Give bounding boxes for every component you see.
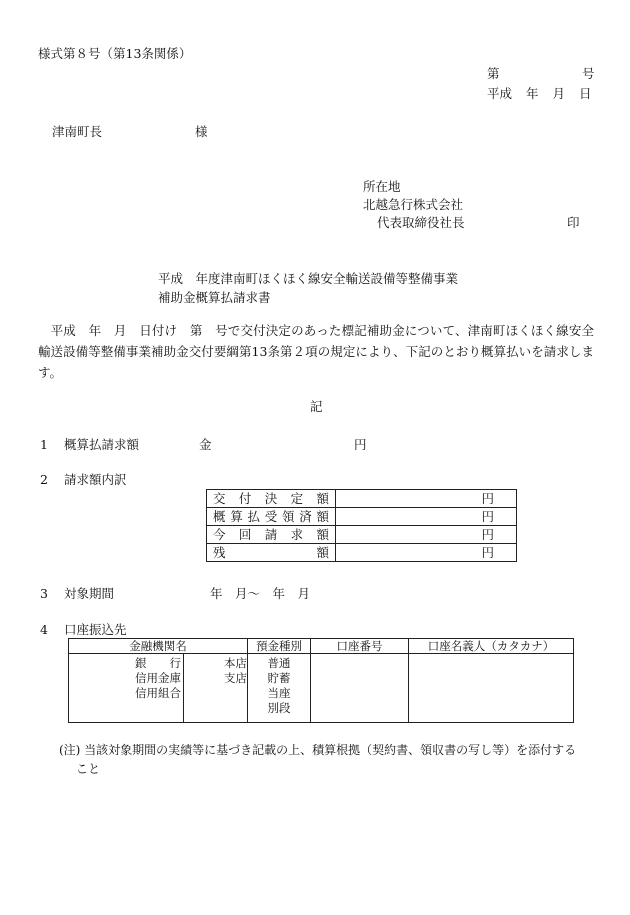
breakdown-amount-cell[interactable]: 円	[336, 490, 517, 508]
body-paragraph: 平成 年 月 日付け 第 号で交付決定のあった標記補助金について、津南町ほくほく線安全輸送設備等整備事業補助金交付要綱第13条第２項の規定により、下記のとおり概算払いを請求します。	[38, 323, 594, 380]
doc-number-prefix: 第	[487, 66, 500, 81]
sender-company: 北越急行株式会社	[363, 197, 464, 212]
item3-period: 年 月～ 年 月	[210, 586, 311, 601]
account-holder-cell[interactable]	[409, 654, 574, 723]
breakdown-amount-cell[interactable]: 円	[336, 508, 517, 526]
deposit-type-current: 当座	[267, 686, 291, 700]
item2-label: 請求額内訳	[64, 472, 127, 487]
item2-number: 2	[40, 472, 48, 487]
document-title-line2: 補助金概算払請求書	[158, 290, 271, 305]
item3-number: 3	[40, 586, 48, 601]
deposit-type-savings: 貯蓄	[267, 671, 291, 685]
bank-account-table	[68, 638, 574, 723]
header-account-number: 口座番号	[311, 639, 409, 654]
document-title-line1: 平成 年度津南町ほくほく線安全輸送設備等整備事業	[158, 271, 459, 286]
header-account-holder: 口座名義人（カタカナ）	[409, 639, 574, 654]
header-institution: 金融機関名	[69, 639, 248, 654]
item1-prefix: 金	[199, 437, 212, 452]
breakdown-label: 交付決定額	[207, 490, 336, 508]
item3-label: 対象期間	[64, 586, 115, 601]
date-line	[487, 86, 592, 102]
ki-heading: 記	[310, 399, 323, 414]
date-year: 年	[526, 86, 539, 101]
branch-cell[interactable]	[184, 654, 248, 723]
item1-number: 1	[40, 437, 48, 452]
addressee-honorific: 様	[195, 124, 208, 139]
date-era: 平成	[487, 86, 513, 101]
table-row	[207, 526, 517, 544]
item1-label: 概算払請求額	[64, 437, 140, 452]
sender-representative: 代表取締役社長	[377, 215, 465, 230]
breakdown-amount-cell[interactable]: 円	[336, 544, 517, 562]
note-line2: こと	[76, 762, 101, 776]
institution-type-bank: 銀 行	[135, 656, 181, 670]
sender-address-label: 所在地	[363, 179, 401, 194]
table-row	[69, 654, 574, 723]
table-row	[207, 544, 517, 562]
table-header-row	[69, 639, 574, 654]
breakdown-label: 残 額	[207, 544, 336, 562]
table-row	[207, 508, 517, 526]
seal-mark: 印	[567, 215, 580, 230]
account-number-cell[interactable]	[311, 654, 409, 723]
breakdown-table	[206, 489, 517, 562]
deposit-type-cell[interactable]	[248, 654, 311, 723]
institution-type-kumiai: 信用組合	[135, 686, 181, 700]
institution-type-shinkin: 信用金庫	[135, 671, 181, 685]
doc-number-suffix: 号	[582, 66, 595, 81]
date-month: 月	[552, 86, 566, 101]
item1-unit: 円	[354, 437, 367, 452]
deposit-type-ordinary: 普通	[267, 656, 291, 670]
branch-type-branch: 支店	[224, 671, 247, 685]
deposit-type-special: 別段	[267, 701, 291, 715]
table-row	[207, 490, 517, 508]
breakdown-amount-cell[interactable]: 円	[336, 526, 517, 544]
addressee-name: 津南町長	[52, 124, 103, 139]
item4-label: 口座振込先	[64, 622, 127, 637]
form-number: 様式第８号（第13条関係）	[38, 46, 192, 61]
note-line1: (注) 当該対象期間の実績等に基づき記載の上、積算根拠（契約書、領収書の写し等）を添付する	[59, 743, 577, 757]
branch-type-main: 本店	[224, 656, 247, 670]
item4-number: 4	[40, 622, 48, 637]
header-deposit-type: 預金種別	[248, 639, 311, 654]
breakdown-label: 今回請求額	[207, 526, 336, 544]
breakdown-label: 概算払受領済額	[207, 508, 336, 526]
institution-cell[interactable]	[69, 654, 184, 723]
date-day: 日	[579, 86, 592, 101]
